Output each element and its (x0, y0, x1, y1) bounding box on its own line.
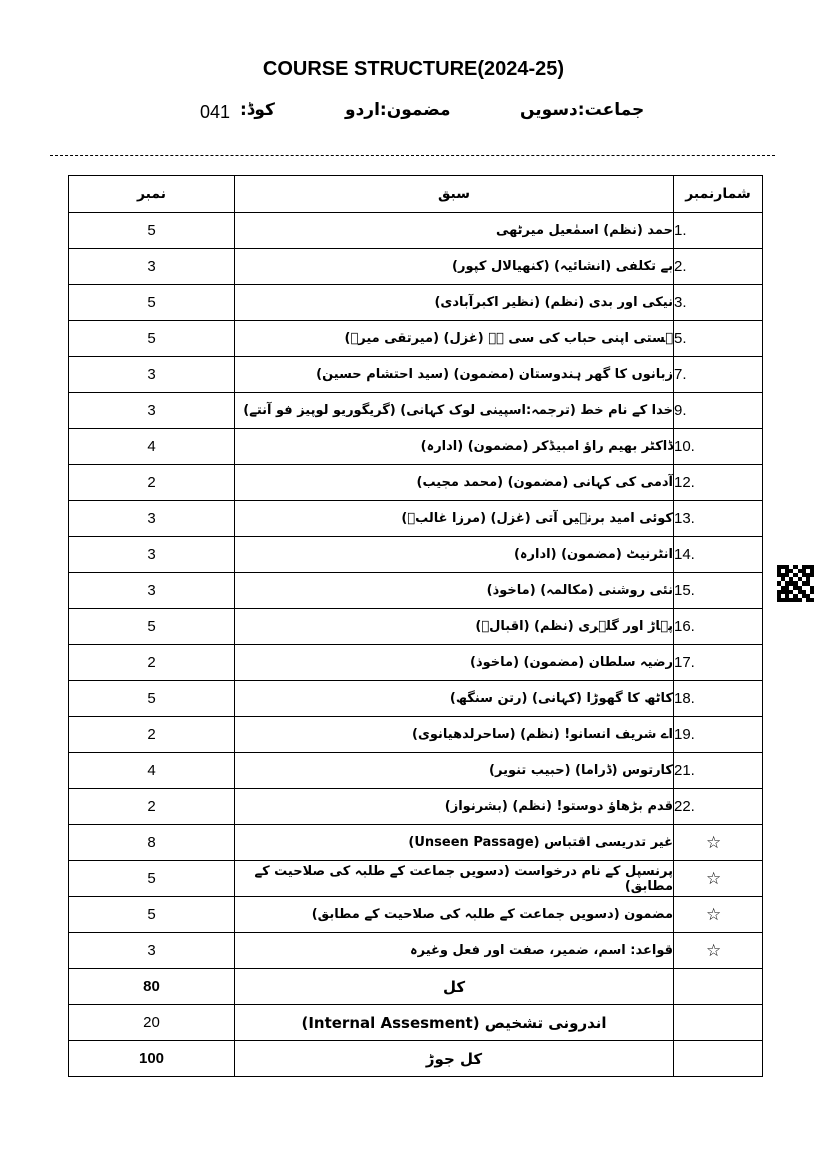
table-row (69, 789, 763, 825)
table-row (69, 825, 763, 861)
table-row (69, 717, 763, 753)
row-marks: 3 (69, 393, 235, 429)
table-row (69, 537, 763, 573)
row-lesson: قدم بڑھاؤ دوستو! (نظم) (بشرنواز) (235, 789, 674, 825)
subject-label: مضمون:اردو (345, 100, 451, 120)
row-marks: 3 (69, 501, 235, 537)
row-lesson: پہاڑ اور گلہری (نظم) (اقبالؔ) (235, 609, 674, 645)
internal-marks: 20 (69, 1005, 235, 1041)
internal-label: اندرونی تشخیص (Internal Assesment) (235, 1005, 674, 1041)
table-row (69, 213, 763, 249)
row-serial: 9. (674, 393, 763, 429)
row-serial: 3. (674, 285, 763, 321)
header-serial: شمارنمبر (674, 176, 763, 213)
row-marks: 2 (69, 465, 235, 501)
row-marks: 3 (69, 249, 235, 285)
table-row (69, 357, 763, 393)
row-lesson: بے تکلفی (انشائیہ) (کنھیالال کپور) (235, 249, 674, 285)
total-marks: 80 (69, 969, 235, 1005)
row-lesson: نیکی اور بدی (نظم) (نظیر اکبرآبادی) (235, 285, 674, 321)
grand-total-label: کل جوڑ (235, 1041, 674, 1077)
row-serial: 22. (674, 789, 763, 825)
row-serial: 2. (674, 249, 763, 285)
row-serial-star: ☆ (674, 825, 763, 861)
row-marks: 2 (69, 789, 235, 825)
table-row (69, 753, 763, 789)
row-marks: 2 (69, 645, 235, 681)
row-marks: 5 (69, 285, 235, 321)
grand-total-marks: 100 (69, 1041, 235, 1077)
table-row (69, 861, 763, 897)
qr-code-icon[interactable] (777, 565, 814, 602)
empty-cell (674, 969, 763, 1005)
row-lesson: مضمون (دسویں جماعت کے طلبہ کی صلاحیت کے مطابق) (235, 897, 674, 933)
row-lesson: ہستی اپنی حباب کی سی ہے (غزل) (میرتقی میرؔ) (235, 321, 674, 357)
internal-assessment-row (69, 1005, 763, 1041)
row-marks: 5 (69, 609, 235, 645)
dashed-divider (50, 155, 775, 156)
empty-cell (674, 1041, 763, 1077)
row-lesson: زبانوں کا گھر ہندوستان (مضمون) (سید احتشام حسین) (235, 357, 674, 393)
table-row (69, 465, 763, 501)
row-serial: 21. (674, 753, 763, 789)
total-label: کل (235, 969, 674, 1005)
row-lesson: کاٹھ کا گھوڑا (کہانی) (رتن سنگھ) (235, 681, 674, 717)
row-serial: 17. (674, 645, 763, 681)
table-row (69, 681, 763, 717)
row-serial-star: ☆ (674, 897, 763, 933)
row-serial: 1. (674, 213, 763, 249)
row-lesson: نئی روشنی (مکالمہ) (ماخوذ) (235, 573, 674, 609)
class-label: جماعت:دسویں (520, 100, 645, 120)
row-lesson: ڈاکٹر بھیم راؤ امبیڈکر (مضمون) (ادارہ) (235, 429, 674, 465)
row-lesson: رضیہ سلطان (مضمون) (ماخوذ) (235, 645, 674, 681)
table-row (69, 429, 763, 465)
row-serial: 18. (674, 681, 763, 717)
course-code-label: کوڈ: (240, 100, 275, 120)
row-lesson: کارتوس (ڈراما) (حبیب تنویر) (235, 753, 674, 789)
header-lesson: سبق (235, 176, 674, 213)
table-row (69, 321, 763, 357)
table-row (69, 501, 763, 537)
row-serial: 16. (674, 609, 763, 645)
row-serial: 15. (674, 573, 763, 609)
row-serial-star: ☆ (674, 933, 763, 969)
row-marks: 5 (69, 861, 235, 897)
table-row (69, 645, 763, 681)
row-lesson: خدا کے نام خط (ترجمہ:اسپینی لوک کہانی) (گریگوریو لوپیز فو آنتے) (235, 393, 674, 429)
row-serial: 14. (674, 537, 763, 573)
course-structure-table (68, 175, 763, 1077)
grand-total-row (69, 1041, 763, 1077)
row-marks: 3 (69, 537, 235, 573)
row-lesson: اے شریف انسانو! (نظم) (ساحرلدھیانوی) (235, 717, 674, 753)
table-row (69, 249, 763, 285)
table-header-row (69, 176, 763, 213)
row-marks: 8 (69, 825, 235, 861)
course-code-value: 041 (200, 102, 231, 122)
row-lesson: کوئی امید برنہیں آتی (غزل) (مرزا غالبؔ) (235, 501, 674, 537)
table-row (69, 285, 763, 321)
row-marks: 5 (69, 897, 235, 933)
row-marks: 3 (69, 357, 235, 393)
row-marks: 2 (69, 717, 235, 753)
row-marks: 4 (69, 429, 235, 465)
table-row (69, 573, 763, 609)
row-marks: 4 (69, 753, 235, 789)
row-marks: 3 (69, 573, 235, 609)
total-row (69, 969, 763, 1005)
row-marks: 5 (69, 681, 235, 717)
row-lesson: قواعد: اسم، ضمیر، صفت اور فعل وغیرہ (235, 933, 674, 969)
row-lesson: حمد (نظم) اسمٰعیل میرٹھی (235, 213, 674, 249)
row-lesson: آدمی کی کہانی (مضمون) (محمد مجیب) (235, 465, 674, 501)
page-title: COURSE STRUCTURE(2024-25) (262, 58, 565, 80)
row-marks: 5 (69, 321, 235, 357)
row-serial-star: ☆ (674, 861, 763, 897)
row-lesson: انٹرنیٹ (مضمون) (ادارہ) (235, 537, 674, 573)
row-lesson: غیر تدریسی اقتباس (Unseen Passage) (235, 825, 674, 861)
row-lesson: پرنسپل کے نام درخواست (دسویں جماعت کے طلبہ کی صلاحیت کے مطابق) (235, 861, 674, 897)
table-row (69, 933, 763, 969)
table-row (69, 609, 763, 645)
empty-cell (674, 1005, 763, 1041)
table-row (69, 897, 763, 933)
row-serial: 7. (674, 357, 763, 393)
row-serial: 12. (674, 465, 763, 501)
row-marks: 3 (69, 933, 235, 969)
row-serial: 13. (674, 501, 763, 537)
row-marks: 5 (69, 213, 235, 249)
table-row (69, 393, 763, 429)
row-serial: 10. (674, 429, 763, 465)
row-serial: 19. (674, 717, 763, 753)
header-marks: نمبر (69, 176, 235, 213)
row-serial: 5. (674, 321, 763, 357)
